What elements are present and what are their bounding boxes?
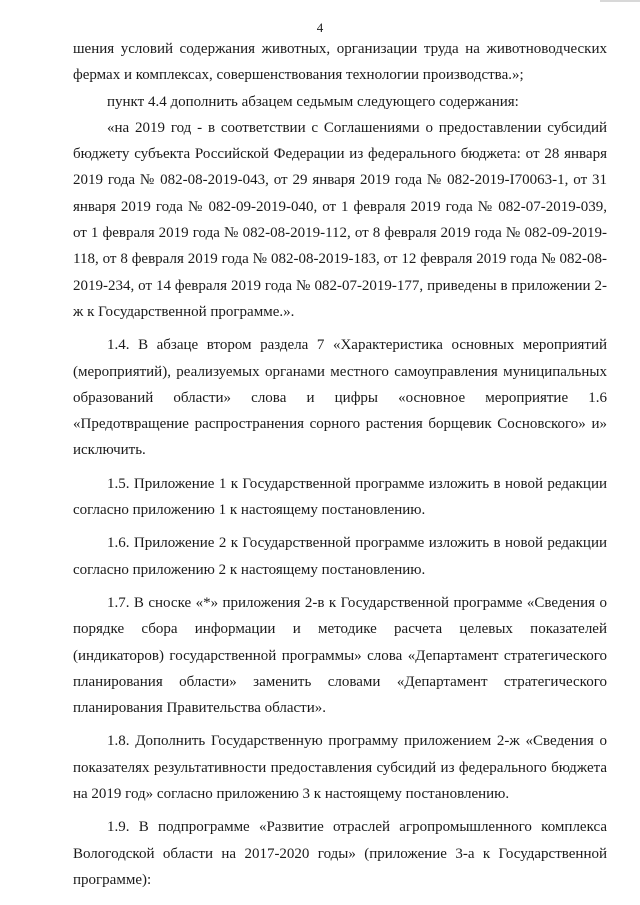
paragraph-1-4: 1.4. В абзаце втором раздела 7 «Характеристика основных мероприятий (мероприятий), реализуемых органами местного самоуправления муниципальных образований области» слова и цифры «основное мероприятие 1.6 «Предотвращение распространения сорного растения борщевик Сосновского» и» исключить. [73, 337, 607, 459]
paragraph-item-4-4: пункт 4.4 дополнить абзацем седьмым следующего содержания: [107, 93, 519, 110]
scan-edge-mark [600, 0, 640, 2]
paragraph-gap [73, 325, 607, 332]
page-number: 4 [316, 20, 324, 35]
paragraph-1-6: 1.6. Приложение 2 к Государственной программе изложить в новой редакции согласно приложению 2 к настоящему постановлению. [73, 535, 607, 578]
paragraph-continuation: шения условий содержания животных, организации труда на животноводческих фермах и комплексах, совершенствования технологии производства.»; [73, 41, 607, 84]
paragraph-gap [73, 583, 607, 590]
paragraph-1-8: 1.8. Дополнить Государственную программу приложением 2-ж «Сведения о показателях результативности предоставления субсидий из федерального бюджета на 2019 год» согласно приложению 3 к настоящему постановлению. [73, 733, 607, 803]
paragraph-1-7: 1.7. В сноске «*» приложения 2-в к Государственной программе «Сведения о порядке сбора информации и методике расчета целевых показателей (индикаторов) государственной программы» слова «Департамент стратегического планирования области» заменить словами «Департамент стратегического планирования Правительства области». [73, 594, 607, 717]
paragraph-gap [73, 721, 607, 728]
document-body [73, 36, 607, 893]
paragraph-gap [73, 464, 607, 471]
paragraph-quoted-2019: «на 2019 год - в соответствии с Соглашениями о предоставлении субсидий бюджету субъекта Российской Федерации из федерального бюджета: от 28 января 2019 года № 082-08-2019-043, от 29 января 2019 года № 082-2019-I70063-1, от 31 января 2019 года № 082-09-2019-040, от 1 февраля 2019 года № 082-07-2019-039, от 1 февраля 2019 года № 082-08-2019-112, от 8 февраля 2019 года № 082-09-2019-118, от 8 февраля 2019 года № 082-08-2019-183, от 12 февраля 2019 года № 082-08-2019-234, от 14 февраля 2019 года № 082-07-2019-177, приведены в приложении 2-ж к Государственной программе.». [73, 119, 607, 320]
paragraph-1-9: 1.9. В подпрограмме «Развитие отраслей агропромышленного комплекса Вологодской области на 2017-2020 годы» (приложение 3-а к Государственной программе): [73, 819, 607, 888]
paragraph-1-5: 1.5. Приложение 1 к Государственной программе изложить в новой редакции согласно приложению 1 к настоящему постановлению. [73, 475, 607, 519]
paragraph-gap [73, 523, 607, 530]
paragraph-gap [73, 807, 607, 814]
